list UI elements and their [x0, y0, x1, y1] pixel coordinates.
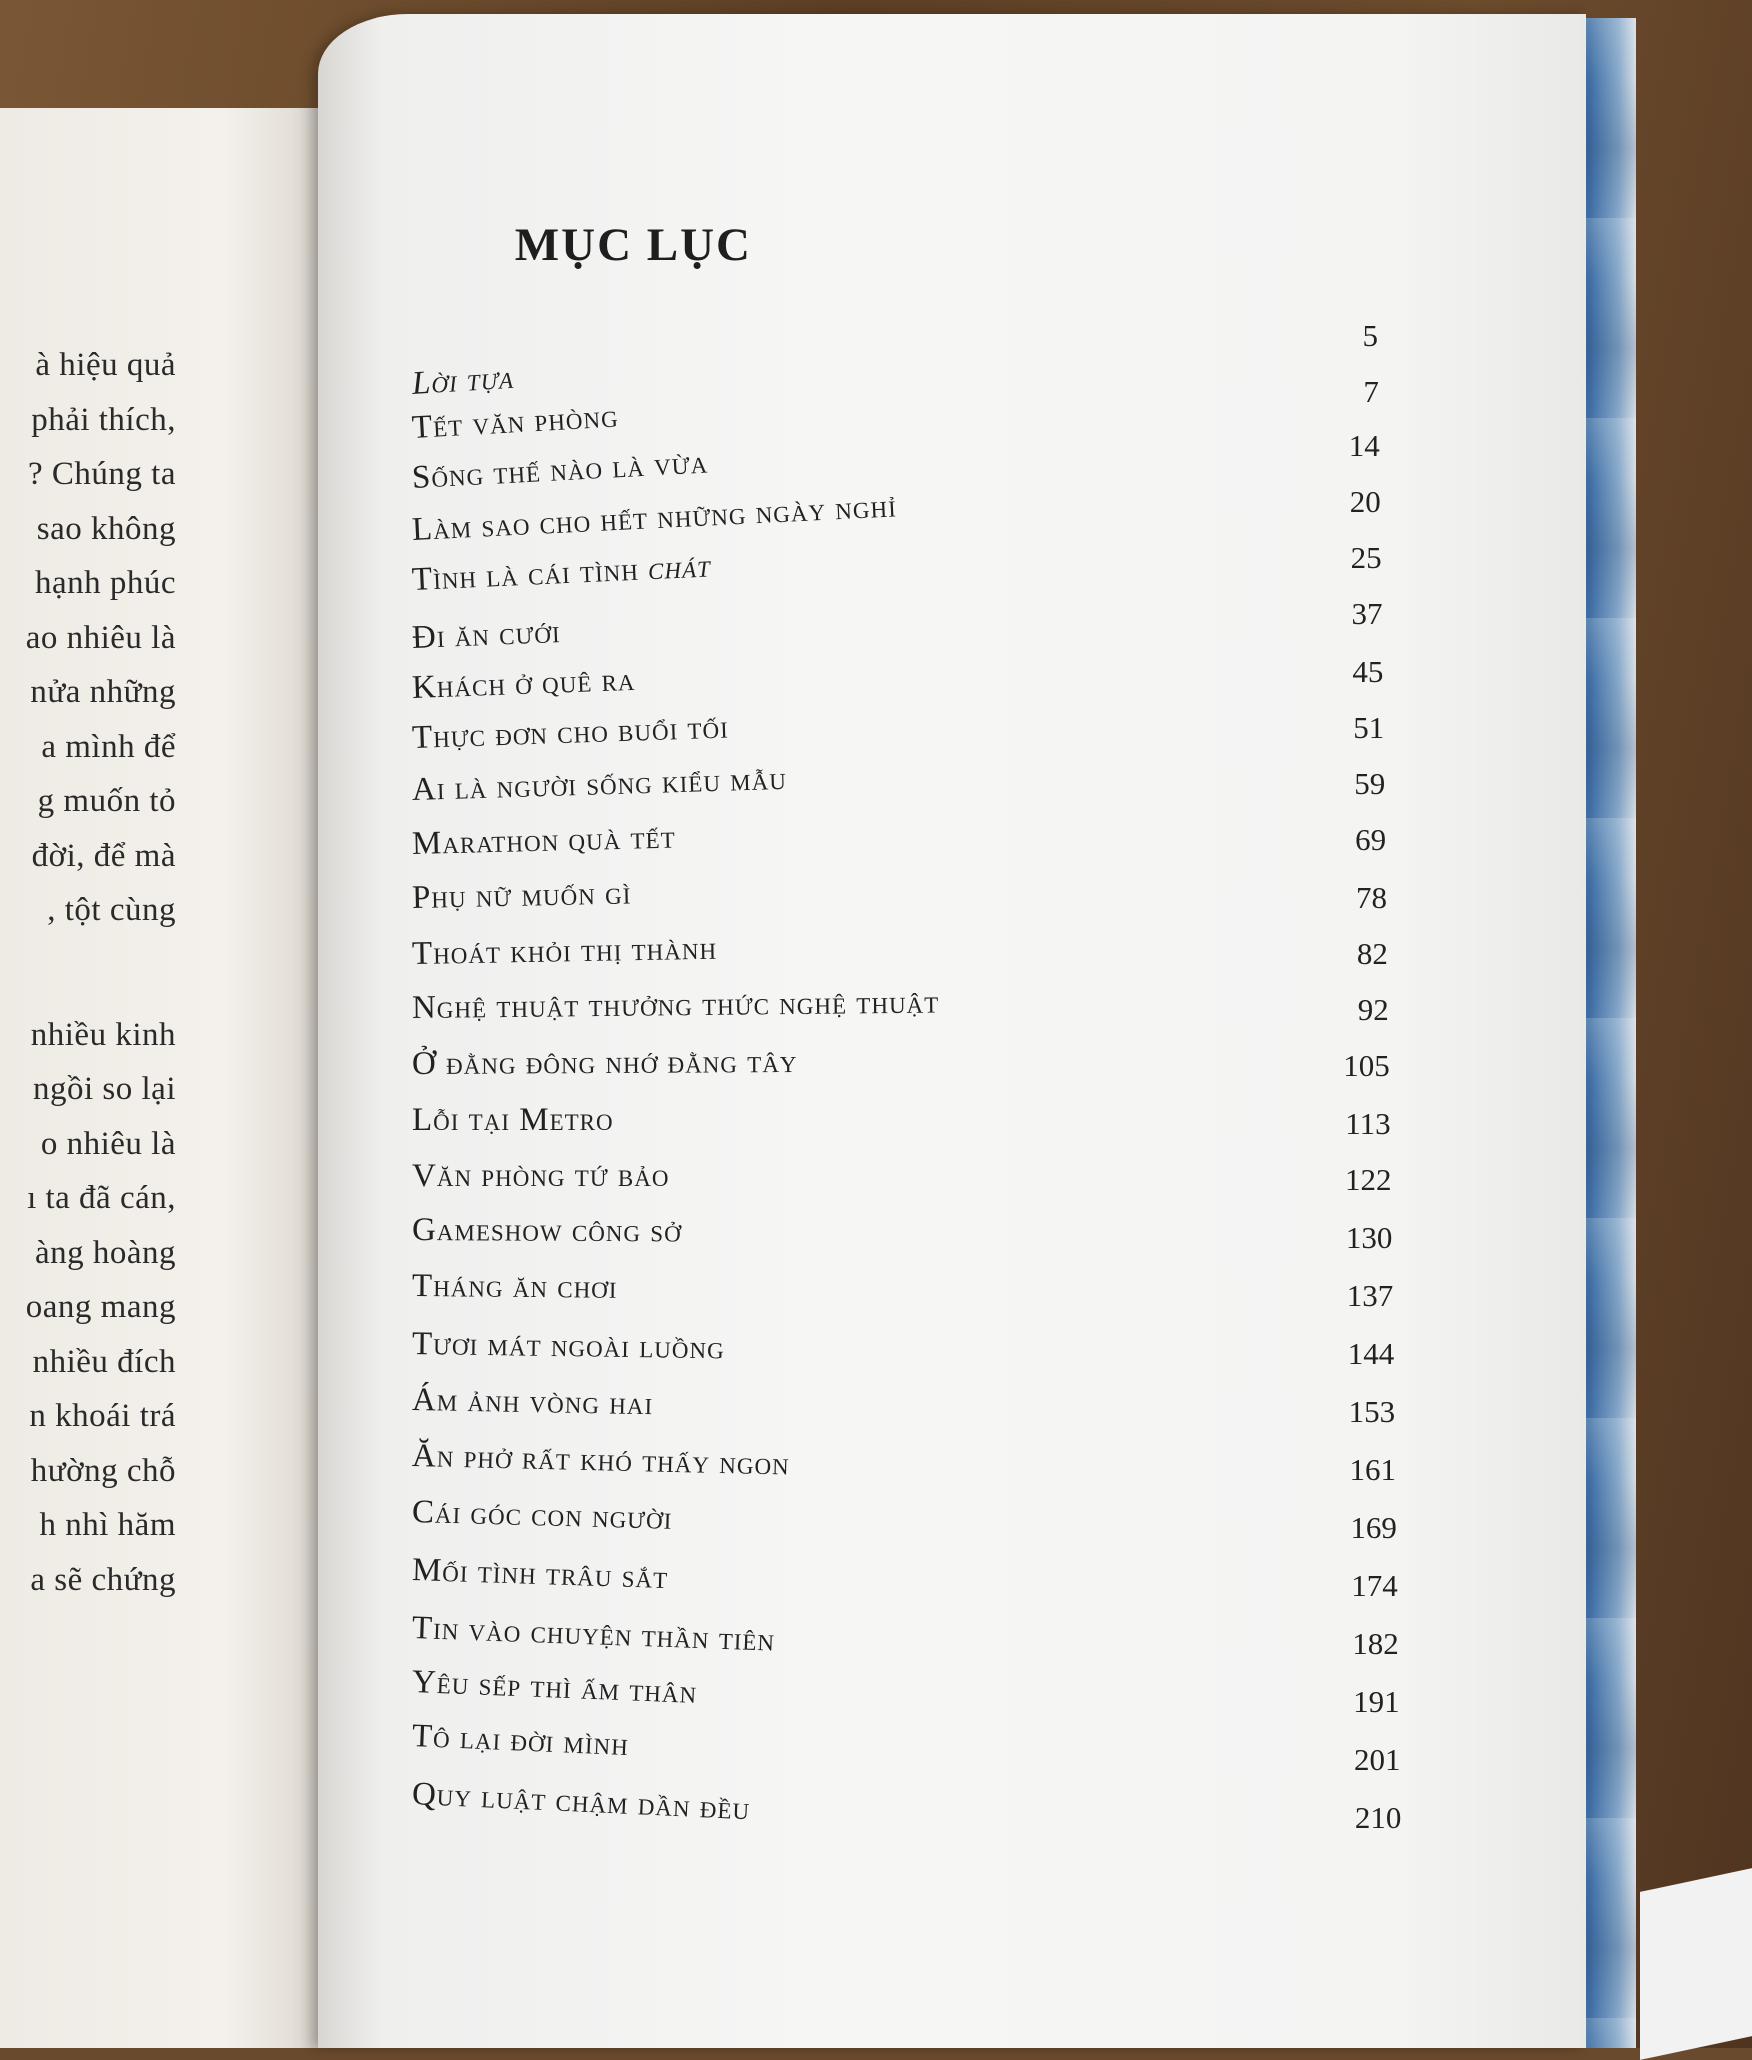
- left-page-line: ı ta đã cán,: [27, 1180, 176, 1216]
- toc-entry-title: Ăn phở rất khó thấy ngon: [411, 1438, 791, 1483]
- toc-entry-title-emphasis: chát: [637, 548, 712, 588]
- toc-entry-page-number: 210: [1354, 1800, 1402, 1835]
- toc-entry-title: Nghệ thuật thưởng thức nghệ thuật: [411, 984, 940, 1026]
- left-page-line: a sẽ chứng: [30, 1561, 176, 1598]
- toc-entry-title: Sống thế nào là vừa: [411, 444, 709, 496]
- toc-entry-page-number: 169: [1350, 1510, 1397, 1545]
- toc-entry-page-number: 153: [1348, 1394, 1396, 1429]
- toc-entry-page-number: 201: [1354, 1742, 1401, 1777]
- left-page-line: , tột cùng: [47, 892, 176, 928]
- toc-entry-title: Đi ăn cưới: [411, 614, 562, 656]
- left-page-line: a mình để: [41, 728, 176, 765]
- toc-entry-title: Thoát khỏi thị thành: [411, 930, 718, 972]
- left-book-page: [0, 108, 318, 2048]
- toc-entry-title: Tình là cái tình chát: [411, 548, 712, 598]
- toc-entry-title: Tin vào chuyện thần tiên: [411, 1610, 776, 1659]
- toc-entry-title: Gameshow công sở: [411, 1212, 682, 1250]
- toc-entry-page-number: 51: [1353, 710, 1385, 745]
- toc-entry-page-number: 7: [1363, 374, 1379, 409]
- left-page-line: đời, để mà: [31, 837, 176, 874]
- toc-entry-page-number: 144: [1347, 1336, 1395, 1371]
- toc-entry-page-number: 14: [1348, 428, 1380, 463]
- toc-entry-page-number: 45: [1352, 654, 1384, 689]
- toc-entry-title: Lỗi tại Metro: [412, 1102, 614, 1138]
- toc-entry-page-number: 113: [1345, 1106, 1391, 1141]
- toc-entry-title: Ở đằng đông nhớ đằng tây: [411, 1043, 798, 1082]
- left-page-line: nhiều kinh: [30, 1016, 176, 1053]
- toc-entry-title: Ai là người sống kiểu mẫu: [411, 760, 788, 808]
- toc-entry-title: Tươi mát ngoài luồng: [411, 1326, 725, 1367]
- left-page-text: [0, 338, 176, 1607]
- toc-entry-page-number: 25: [1350, 540, 1382, 575]
- toc-entry-page-number: 20: [1349, 484, 1381, 519]
- toc-entry-title: Ám ảnh vòng hai: [411, 1382, 654, 1423]
- left-page-line: hường chỗ: [30, 1452, 176, 1489]
- left-page-line: h nhì hăm: [39, 1507, 176, 1543]
- left-page-line: n khoái trá: [29, 1398, 176, 1434]
- toc-entry-title: Yêu sếp thì ấm thân: [411, 1664, 698, 1711]
- toc-entry-page-number: 182: [1352, 1626, 1399, 1661]
- toc-entry-title: Marathon quà tết: [411, 819, 677, 862]
- left-page-line: hạnh phúc: [34, 565, 176, 601]
- toc-entry-title: Thực đơn cho buổi tối: [411, 709, 730, 756]
- toc-entry-title: Quy luật chậm dần đều: [411, 1776, 751, 1828]
- toc-entry-title: Khách ở quê ra: [411, 661, 637, 706]
- toc-entry-page-number: 78: [1356, 880, 1387, 915]
- left-page-line: nhiều đích: [32, 1343, 176, 1380]
- toc-entry-title: Lời tựa: [410, 359, 515, 402]
- left-page-line: àng hoàng: [34, 1234, 176, 1271]
- toc-entry-page-number: 137: [1346, 1278, 1394, 1313]
- toc-entry-page-number: 59: [1354, 766, 1386, 801]
- toc-entry-title: Tô lại đời mình: [411, 1718, 630, 1764]
- toc-entry-page-number: 161: [1349, 1452, 1396, 1487]
- toc-entry-page-number: 191: [1353, 1684, 1400, 1719]
- toc-entry-page-number: 130: [1345, 1220, 1393, 1255]
- toc-entry-title: Tháng ăn chơi: [411, 1268, 618, 1306]
- left-page-line: à hiệu quả: [35, 347, 176, 383]
- toc-entry-title: Mối tình trâu sắt: [411, 1552, 669, 1597]
- left-page-line: ? Chúng ta: [28, 456, 176, 492]
- left-page-line: oang mang: [25, 1289, 176, 1325]
- toc-entry-page-number: 105: [1343, 1048, 1390, 1083]
- toc-entry-page-number: 92: [1357, 992, 1389, 1027]
- left-page-line: phải thích,: [31, 401, 176, 438]
- left-page-line: ngồi so lại: [33, 1071, 176, 1107]
- toc-entry-title: Làm sao cho hết những ngày nghỉ: [411, 488, 898, 548]
- toc-entry-page-number: 5: [1362, 318, 1378, 353]
- left-page-line: nửa những: [30, 674, 176, 710]
- paper-corner: [1640, 1868, 1752, 2060]
- toc-entry-title: Phụ nữ muốn gì: [411, 875, 632, 916]
- toc-entry-title: Văn phòng tứ bảo: [412, 1158, 670, 1194]
- left-page-line: sao không: [36, 510, 176, 547]
- toc-entry-page-number: 174: [1351, 1568, 1398, 1603]
- toc-entry-title: Cái góc con người: [411, 1494, 673, 1537]
- toc-entry-page-number: 82: [1356, 936, 1388, 971]
- toc-entry-page-number: 37: [1351, 596, 1383, 631]
- left-page-line: o nhiêu là: [40, 1125, 176, 1162]
- toc-entry-title: Tết văn phòng: [410, 398, 620, 446]
- left-page-line: ao nhiêu là: [25, 619, 176, 656]
- toc-entry-page-number: 122: [1345, 1162, 1392, 1197]
- left-page-line: g muốn tỏ: [37, 783, 176, 819]
- toc-entry-page-number: 69: [1355, 822, 1387, 857]
